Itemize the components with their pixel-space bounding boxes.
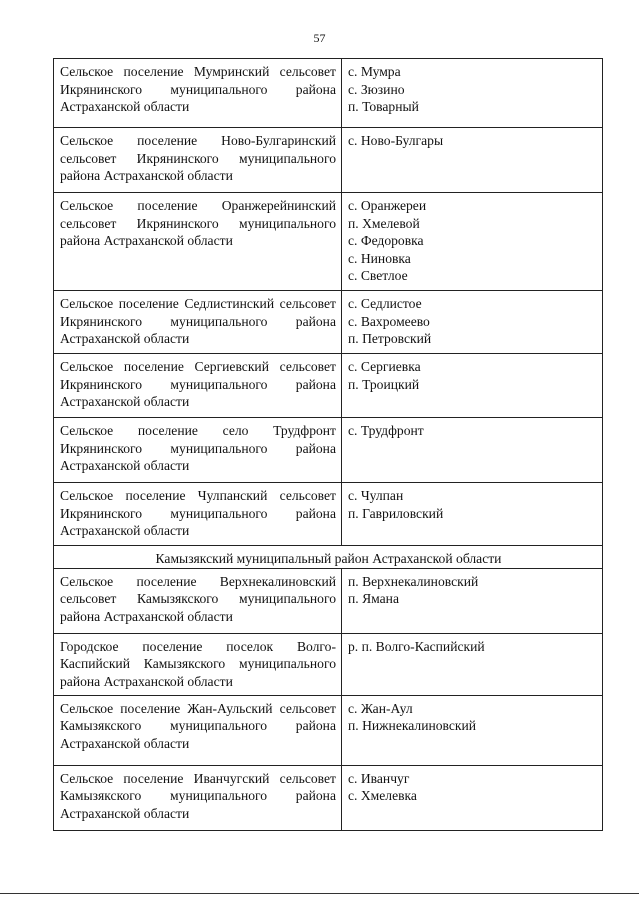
- table-row: [54, 765, 603, 830]
- villages-cell: [342, 695, 603, 765]
- table-row: [54, 483, 603, 546]
- settlement-name: Сельское поселение Верхнекалиновский сельсовет Камызякского муниципального района Астраханской области: [54, 568, 342, 633]
- village-item: с. Ниновка: [348, 250, 411, 266]
- village-item: п. Хмелевой: [348, 215, 420, 231]
- village-item: п. Нижнекалиновский: [348, 718, 477, 733]
- district-header-row: [54, 546, 603, 569]
- villages-cell: [342, 193, 603, 291]
- villages-cell: [342, 59, 603, 128]
- village-item: п. Петровский: [348, 331, 432, 346]
- village-item: с. Хмелевка: [348, 788, 417, 803]
- villages-cell: [342, 291, 603, 354]
- villages-cell: [342, 568, 603, 633]
- settlement-name: Сельское поселение Чулпанский сельсовет Икрянинского муниципального района Астраханской области: [54, 483, 342, 546]
- table-row: [54, 128, 603, 193]
- table-row: [54, 568, 603, 633]
- village-item: с. Оранжереи: [348, 198, 427, 213]
- village-item: с. Светлое: [348, 268, 408, 283]
- settlement-name: Сельское поселение Седлистинский сельсовет Икрянинского муниципального района Астраханской области: [54, 291, 342, 354]
- village-item: п. Верхнекалиновский: [348, 573, 479, 589]
- village-item: с. Зюзино: [348, 81, 405, 97]
- settlement-name: Сельское поселение Жан-Аульский сельсовет Камызякского муниципального района Астраханской области: [54, 695, 342, 765]
- settlement-name: Сельское поселение Ново-Булгаринский сельсовет Икрянинского муниципального района Астраханской области: [54, 128, 342, 193]
- table-row: [54, 193, 603, 291]
- table-row: [54, 418, 603, 483]
- village-item: п. Гавриловский: [348, 505, 444, 521]
- settlements-table: [53, 58, 603, 831]
- district-header: Камызякский муниципальный район Астраханской области: [54, 546, 603, 569]
- village-item: с. Жан-Аул: [348, 700, 413, 716]
- villages-cell: [342, 354, 603, 418]
- village-item: с. Седлистое: [348, 296, 422, 311]
- settlement-name: Сельское поселение Мумринский сельсовет Икрянинского муниципального района Астраханской области: [54, 59, 342, 128]
- settlement-name: Сельское поселение Оранжерейнинский сельсовет Икрянинского муниципального района Астраханской области: [54, 193, 342, 291]
- table-row: [54, 354, 603, 418]
- settlement-name: Сельское поселение село Трудфронт Икрянинского муниципального района Астраханской области: [54, 418, 342, 483]
- villages-cell: [342, 418, 603, 483]
- villages-cell: [342, 633, 603, 695]
- villages-cell: [342, 483, 603, 546]
- village-item: п. Ямана: [348, 591, 399, 606]
- settlement-name: Сельское поселение Иванчугский сельсовет Камызякского муниципального района Астраханской области: [54, 765, 342, 830]
- village-item: с. Чулпан: [348, 488, 404, 503]
- page-number: 57: [313, 31, 326, 45]
- village-item: с. Трудфронт: [348, 423, 424, 438]
- village-item: р. п. Волго-Каспийский: [348, 638, 485, 654]
- table-row: [54, 291, 603, 354]
- settlement-name: Городское поселение поселок Волго-Каспийский Камызякского муниципального района Астраханской области: [54, 633, 342, 695]
- village-item: с. Сергиевка: [348, 359, 421, 374]
- villages-cell: [342, 765, 603, 830]
- village-item: с. Иванчуг: [348, 770, 410, 786]
- table-row: [54, 633, 603, 695]
- bottom-rule: [0, 893, 639, 894]
- village-item: п. Товарный: [348, 99, 419, 114]
- village-item: п. Троицкий: [348, 376, 420, 392]
- villages-cell: [342, 128, 603, 193]
- table-row: [54, 695, 603, 765]
- settlement-name: Сельское поселение Сергиевский сельсовет Икрянинского муниципального района Астраханской области: [54, 354, 342, 418]
- village-item: с. Федоровка: [348, 233, 424, 248]
- village-item: с. Мумра: [348, 64, 401, 79]
- village-item: с. Вахромеево: [348, 313, 430, 329]
- village-item: с. Ново-Булгары: [348, 133, 444, 148]
- table-row: [54, 59, 603, 128]
